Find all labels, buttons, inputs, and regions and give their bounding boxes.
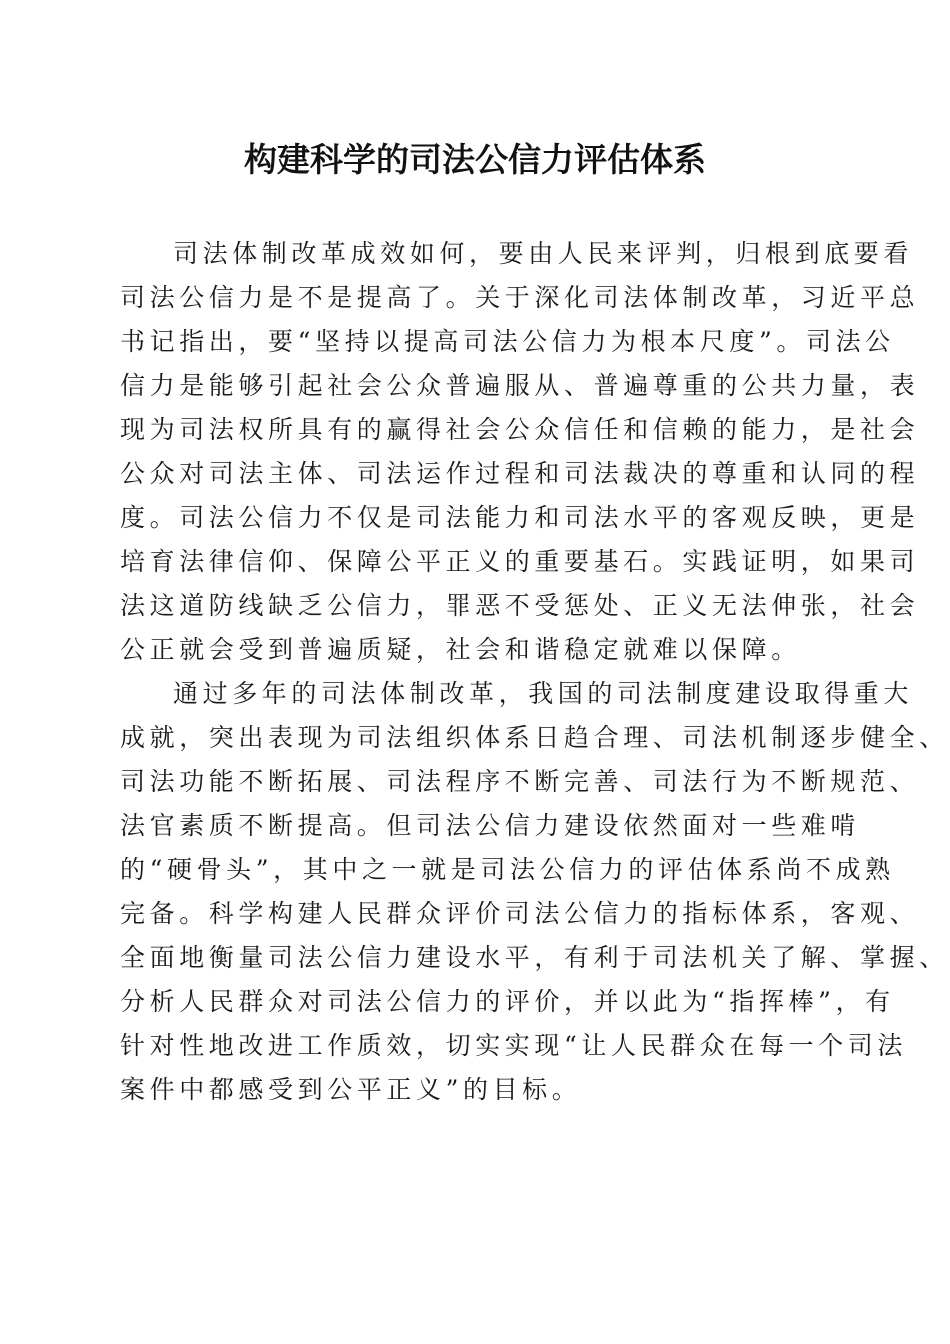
paragraph-line: 通过多年的司法体制改革，我国的司法制度建设取得重大 — [173, 679, 914, 708]
paragraph-line: 成就，突出表现为司法组织体系日趋合理、司法机制逐步健全、 — [120, 723, 949, 752]
paragraph-1 — [120, 232, 920, 672]
paragraph-line: 法官素质不断提高。但司法公信力建设依然面对一些难啃 — [120, 811, 861, 840]
paragraph-line: 分析人民群众对司法公信力的评价，并以此为“指挥棒”，有 — [120, 987, 895, 1016]
paragraph-line: 书记指出，要“坚持以提高司法公信力为根本尺度”。司法公 — [120, 327, 895, 356]
paragraph-line: 公众对司法主体、司法运作过程和司法裁决的尊重和认同的程 — [120, 459, 920, 488]
document-body — [120, 232, 949, 1112]
paragraph-line: 法这道防线缺乏公信力，罪恶不受惩处、正义无法伸张，社会 — [120, 591, 920, 620]
paragraph-line: 案件中都感受到公平正义”的目标。 — [120, 1075, 582, 1104]
paragraph-line: 信力是能够引起社会公众普遍服从、普遍尊重的公共力量，表 — [120, 371, 920, 400]
paragraph-line: 完备。科学构建人民群众评价司法公信力的指标体系，客观、 — [120, 899, 920, 928]
paragraph-2 — [120, 672, 949, 1112]
paragraph-line: 公正就会受到普遍质疑，社会和谐稳定就难以保障。 — [120, 635, 801, 664]
paragraph-line: 现为司法权所具有的赢得社会公众信任和信赖的能力，是社会 — [120, 415, 920, 444]
paragraph-line: 度。司法公信力不仅是司法能力和司法水平的客观反映，更是 — [120, 503, 920, 532]
paragraph-line: 司法公信力是不是提高了。关于深化司法体制改革，习近平总 — [120, 283, 920, 312]
paragraph-line: 司法体制改革成效如何，要由人民来评判，归根到底要看 — [173, 239, 914, 268]
paragraph-line: 针对性地改进工作质效，切实实现“让人民群众在每一个司法 — [120, 1031, 907, 1060]
paragraph-line: 司法功能不断拓展、司法程序不断完善、司法行为不断规范、 — [120, 767, 920, 796]
paragraph-line: 培育法律信仰、保障公平正义的重要基石。实践证明，如果司 — [120, 547, 920, 576]
paragraph-line: 全面地衡量司法公信力建设水平，有利于司法机关了解、掌握、 — [120, 943, 949, 972]
paragraph-line: 的“硬骨头”，其中之一就是司法公信力的评估体系尚不成熟 — [120, 855, 895, 884]
document-title: 构建科学的司法公信力评估体系 — [244, 140, 706, 179]
